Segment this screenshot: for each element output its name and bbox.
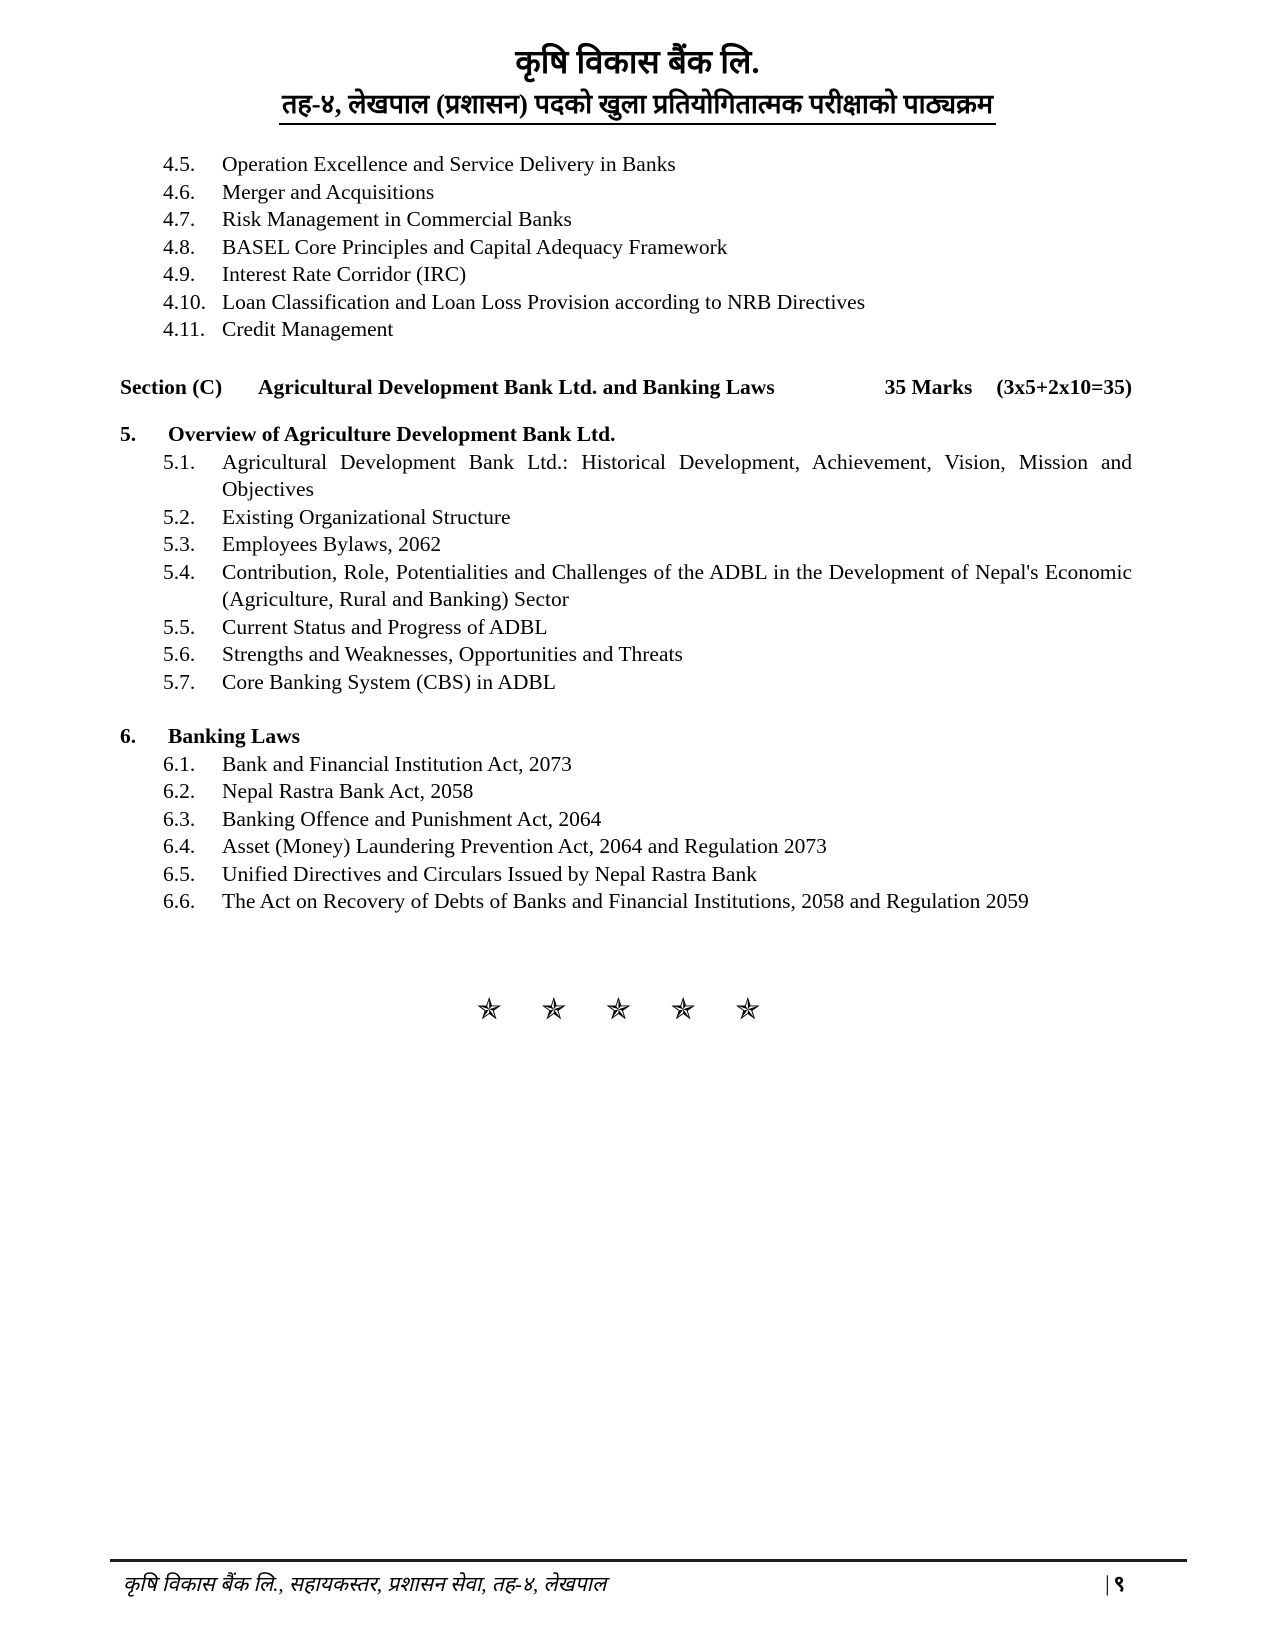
syllabus-item	[163, 206, 1132, 234]
syllabus-item	[163, 888, 1132, 916]
section-marks-breakdown: (3x5+2x10=35)	[996, 374, 1132, 399]
item-text: Bank and Financial Institution Act, 2073	[222, 751, 572, 776]
syllabus-item	[163, 449, 1132, 504]
topic-6-list	[163, 751, 1132, 916]
item-number: 6.4.	[163, 834, 196, 858]
page-footer	[123, 1568, 1187, 1598]
syllabus-item	[163, 669, 1132, 697]
footer-separator: |	[1105, 1571, 1110, 1596]
item-text: Operation Excellence and Service Delivery in Banks	[222, 152, 676, 176]
page-header	[0, 0, 1275, 125]
topic-6-heading	[120, 723, 1132, 751]
syllabus-item	[163, 504, 1132, 532]
footer-divider-rule	[110, 1559, 1187, 1562]
footer-page-number: ९	[1113, 1571, 1125, 1596]
syllabus-item	[163, 316, 1132, 344]
item-text: Contribution, Role, Potentialities and Challenges of the ADBL in the Development of Nepal's Economic (Agriculture, Rural and Banking) Sector	[222, 559, 1132, 611]
item-number: 4.9.	[163, 262, 196, 286]
item-number: 4.8.	[163, 234, 196, 259]
item-number: 5.2.	[163, 504, 196, 529]
syllabus-item	[163, 261, 1132, 289]
footer-page-number-group	[1105, 1568, 1125, 1598]
spacer	[120, 696, 1132, 723]
topic-5-heading	[120, 421, 1132, 449]
syllabus-item	[163, 531, 1132, 559]
item-text: Agricultural Development Bank Ltd.: Historical Development, Achievement, Vision, Mission and Objectives	[222, 449, 1132, 501]
syllabus-item	[163, 559, 1132, 614]
section-label: Section (C)	[120, 374, 223, 399]
topic-title: Overview of Agriculture Development Bank Ltd.	[168, 422, 616, 446]
item-number: 6.2.	[163, 779, 196, 803]
item-number: 6.3.	[163, 806, 196, 831]
syllabus-item	[163, 151, 1132, 179]
section-c-heading	[120, 374, 1132, 402]
item-number: 5.3.	[163, 532, 196, 556]
end-stars-decoration: ✯ ✯ ✯ ✯ ✯	[476, 991, 776, 1027]
syllabus-content	[120, 151, 1132, 1027]
topic-number: 6.	[120, 724, 137, 748]
topic-number: 5.	[120, 422, 137, 446]
section-marks: 35 Marks	[884, 374, 973, 399]
item-text: Core Banking System (CBS) in ADBL	[222, 669, 556, 694]
exam-syllabus-subtitle: तह-४, लेखपाल (प्रशासन) पदको खुला प्रतियोगितात्मक परीक्षाको पाठ्यक्रम	[279, 86, 996, 125]
item-text: Strengths and Weaknesses, Opportunities and Threats	[222, 642, 683, 666]
item-text: BASEL Core Principles and Capital Adequacy Framework	[222, 234, 728, 259]
item-text: Employees Bylaws, 2062	[222, 532, 442, 556]
section-4-list	[163, 151, 1132, 344]
item-text: Unified Directives and Circulars Issued by Nepal Rastra Bank	[222, 861, 757, 886]
item-number: 4.7.	[163, 207, 196, 231]
syllabus-item	[163, 289, 1132, 317]
item-number: 6.5.	[163, 861, 196, 886]
item-text: Nepal Rastra Bank Act, 2058	[222, 779, 474, 803]
section-title: Agricultural Development Bank Ltd. and Banking Laws	[258, 374, 775, 399]
syllabus-item	[163, 806, 1132, 834]
footer-course-label: कृषि विकास बैंक लि., सहायकस्तर, प्रशासन सेवा, तह-४, लेखपाल	[123, 1572, 607, 1596]
syllabus-item	[163, 833, 1132, 861]
item-number: 5.7.	[163, 669, 196, 694]
item-text: Banking Offence and Punishment Act, 2064	[222, 806, 602, 831]
item-number: 4.11.	[163, 317, 206, 341]
item-number: 4.5.	[163, 152, 196, 176]
item-number: 5.5.	[163, 614, 196, 639]
syllabus-item	[163, 614, 1132, 642]
item-number: 5.1.	[163, 449, 196, 474]
bank-name-title: कृषि विकास बैंक लि.	[515, 45, 760, 81]
item-text: Asset (Money) Laundering Prevention Act, 2064 and Regulation 2073	[222, 834, 827, 858]
item-text: Loan Classification and Loan Loss Provision according to NRB Directives	[222, 289, 866, 314]
item-text: The Act on Recovery of Debts of Banks and Financial Institutions, 2058 and Regulation 2059	[222, 889, 1029, 913]
item-number: 5.6.	[163, 642, 196, 666]
item-text: Credit Management	[222, 317, 394, 341]
item-text: Interest Rate Corridor (IRC)	[222, 262, 467, 286]
item-text: Existing Organizational Structure	[222, 504, 511, 529]
syllabus-item	[163, 778, 1132, 806]
syllabus-item	[163, 234, 1132, 262]
item-text: Risk Management in Commercial Banks	[222, 207, 572, 231]
item-number: 5.4.	[163, 559, 196, 584]
item-number: 6.1.	[163, 751, 196, 776]
item-text: Merger and Acquisitions	[222, 179, 435, 204]
syllabus-item	[163, 861, 1132, 889]
item-number: 6.6.	[163, 889, 196, 913]
item-number: 4.10.	[163, 289, 206, 314]
topic-5-list	[163, 449, 1132, 697]
exam-subtitle-wrap	[0, 86, 1275, 125]
item-number: 4.6.	[163, 179, 196, 204]
syllabus-item	[163, 751, 1132, 779]
topic-title: Banking Laws	[168, 724, 301, 748]
item-text: Current Status and Progress of ADBL	[222, 614, 548, 639]
syllabus-item	[163, 179, 1132, 207]
syllabus-item	[163, 641, 1132, 669]
